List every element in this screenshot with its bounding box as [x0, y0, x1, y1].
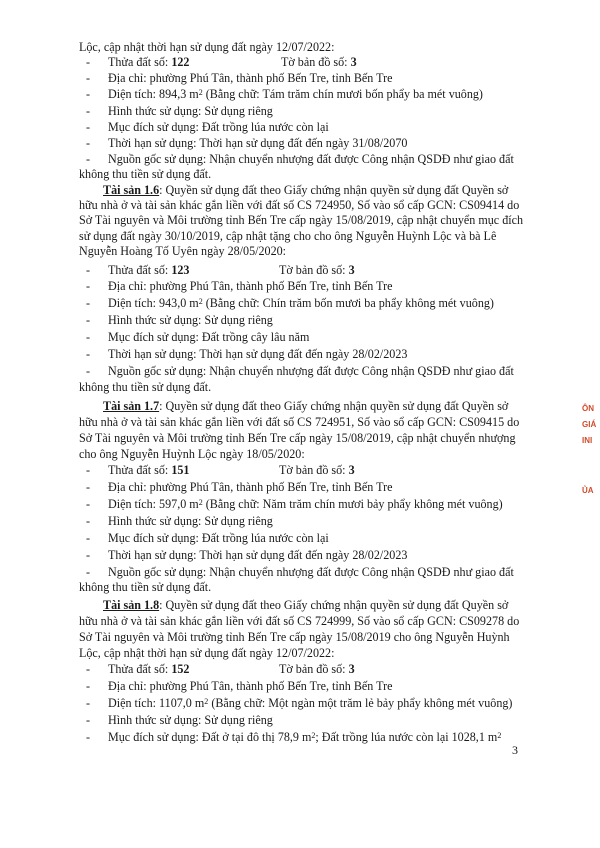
parcel-line: - Thửa đất số: 152	[86, 662, 190, 676]
area-line: - Diện tích: 943,0 $m^2$ (Bằng chữ: Chín trăm bốn mươi ba phẩy không mét vuông)	[86, 296, 494, 310]
usage-purpose-line: - Mục đích sử dụng: Đất trồng lúa nước còn lại	[86, 531, 329, 545]
asset-1-6-heading: Tài sản 1.6: Quyền sử dụng đất theo Giấy chứng nhận quyền sử dụng đất Quyền sở	[103, 183, 509, 197]
address-line: - Địa chỉ: phường Phú Tân, thành phố Bến Tre, tỉnh Bến Tre	[86, 679, 393, 693]
stamp-text: ÔN	[582, 404, 594, 413]
map-sheet: Tờ bản đồ số: 3	[281, 55, 357, 69]
usage-purpose-line: - Mục đích sử dụng: Đất ở tại đô thị 78,9 $m^2$; Đất trồng lúa nước còn lại 1028,1 $m^2$	[86, 730, 502, 744]
address-line: - Địa chỉ: phường Phú Tân, thành phố Bến Tre, tỉnh Bến Tre	[86, 71, 393, 85]
map-sheet: Tờ bản đồ số: 3	[279, 263, 355, 277]
asset-1-8-heading: Tài sản 1.8: Quyền sử dụng đất theo Giấy chứng nhận quyền sử dụng đất Quyền sở	[103, 598, 509, 612]
stamp-fragment	[582, 420, 600, 430]
usage-purpose-line: - Mục đích sử dụng: Đất trồng lúa nước còn lại	[86, 120, 329, 134]
area-line: - Diện tích: 894,3 $m^2$ (Bằng chữ: Tám trăm chín mươi bốn phẩy ba mét vuông)	[86, 87, 483, 101]
asset-1-8-text: Lộc, cập nhật thời hạn sử dụng đất ngày 12/07/2022:	[79, 646, 335, 660]
asset-1-8-text: hữu nhà ở và tài sản khác gắn liền với đất số CS 724999, Số vào sổ cấp GCN: CS09278 do	[79, 614, 520, 628]
parcel-line: - Thửa đất số: 122	[86, 55, 190, 69]
usage-term-line: - Thời hạn sử dụng: Thời hạn sử dụng đất đến ngày 28/02/2023	[86, 347, 408, 361]
asset-1-7-text: hữu nhà ở và tài sản khác gắn liền với đất số CS 724951, Số vào sổ cấp GCN: CS09415 do	[79, 415, 520, 429]
stamp-text: INI	[582, 436, 593, 445]
stamp-text: ỦA	[582, 486, 594, 495]
area-line: - Diện tích: 597,0 $m^2$ (Bằng chữ: Năm trăm chín mươi bảy phẩy không mét vuông)	[86, 497, 503, 511]
asset-1-7-text: cho ông Nguyễn Huỳnh Lộc ngày 18/05/2020:	[79, 447, 305, 461]
usage-term-line: - Thời hạn sử dụng: Thời hạn sử dụng đất đến ngày 28/02/2023	[86, 548, 408, 562]
usage-form-line: - Hình thức sử dụng: Sử dụng riêng	[86, 713, 273, 727]
page-number: 3	[512, 743, 518, 757]
origin-line: - Nguồn gốc sử dụng: Nhận chuyển nhượng đất được Công nhận QSDĐ như giao đất	[86, 364, 514, 378]
address-line: - Địa chỉ: phường Phú Tân, thành phố Bến Tre, tỉnh Bến Tre	[86, 279, 393, 293]
usage-purpose-line: - Mục đích sử dụng: Đất trồng cây lâu năm	[86, 330, 310, 344]
parcel-line: - Thửa đất số: 123	[86, 263, 190, 277]
map-sheet: Tờ bản đồ số: 3	[279, 463, 355, 477]
parcel-line: - Thửa đất số: 151	[86, 463, 190, 477]
asset-1-6-text: sử dụng đất ngày 30/10/2019, cập nhật tặng cho cho ông Nguyễn Huỳnh Lộc và bà Lê	[79, 229, 497, 243]
stamp-fragment	[582, 404, 600, 414]
usage-form-line: - Hình thức sử dụng: Sử dụng riêng	[86, 313, 273, 327]
stamp-fragment	[582, 486, 600, 496]
asset-1-7-heading: Tài sản 1.7: Quyền sử dụng đất theo Giấy chứng nhận quyền sử dụng đất Quyền sở	[103, 399, 509, 413]
origin-line: - Nguồn gốc sử dụng: Nhận chuyển nhượng đất được Công nhận QSDĐ như giao đất	[86, 565, 514, 579]
asset-1-8-text: Sở Tài nguyên và Môi trường tỉnh Bến Tre cấp ngày 15/08/2019 cho ông Nguyễn Huỳnh	[79, 630, 510, 644]
intro-line: Lộc, cập nhật thời hạn sử dụng đất ngày 12/07/2022:	[79, 40, 335, 54]
usage-form-line: - Hình thức sử dụng: Sử dụng riêng	[86, 514, 273, 528]
area-line: - Diện tích: 1107,0 $m^2$ (Bằng chữ: Một ngàn một trăm lẻ bảy phẩy không mét vuông)	[86, 696, 513, 710]
stamp-text: GIÁ	[582, 420, 597, 429]
usage-form-line: - Hình thức sử dụng: Sử dụng riêng	[86, 104, 273, 118]
asset-1-7-text: Sở Tài nguyên và Môi trường tỉnh Bến Tre cấp ngày 15/08/2019, cập nhật chuyển nhượng	[79, 431, 516, 445]
asset-1-6-text: Sở Tài nguyên và Môi trường tỉnh Bến Tre cấp ngày 15/08/2019, cập nhật chuyển mục đích	[79, 213, 524, 227]
origin-line: - Nguồn gốc sử dụng: Nhận chuyển nhượng đất được Công nhận QSDĐ như giao đất	[86, 152, 514, 166]
origin-line-cont: không thu tiền sử dụng đất.	[79, 380, 212, 394]
asset-1-6-text: hữu nhà ở và tài sản khác gắn liền với đất số CS 724950, Số vào sổ cấp GCN: CS09414 do	[79, 198, 520, 212]
address-line: - Địa chỉ: phường Phú Tân, thành phố Bến Tre, tỉnh Bến Tre	[86, 480, 393, 494]
usage-term-line: - Thời hạn sử dụng: Thời hạn sử dụng đất đến ngày 31/08/2070	[86, 136, 408, 150]
map-sheet: Tờ bản đồ số: 3	[279, 662, 355, 676]
origin-line-cont: không thu tiền sử dụng đất.	[79, 580, 212, 594]
asset-1-6-text: Nguyễn Hoàng Tố Uyên ngày 28/05/2020:	[79, 244, 287, 258]
origin-line-cont: không thu tiền sử dụng đất.	[79, 167, 212, 181]
stamp-fragment	[582, 436, 600, 446]
